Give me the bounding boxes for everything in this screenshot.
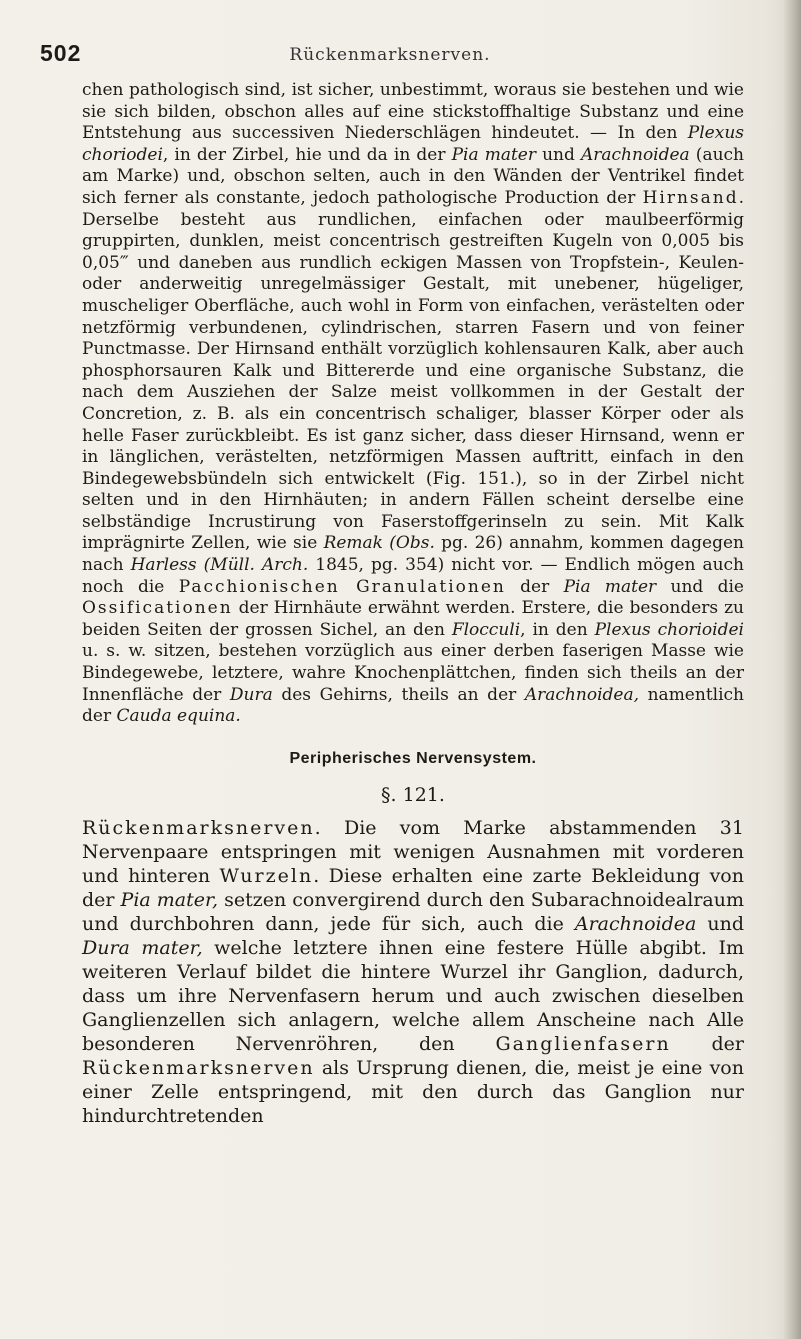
text-run: setzen convergirend durch den Subarachnoidealraum und durchbohren dann, jede für sich, auch die bbox=[82, 888, 744, 935]
section-title: Peripherisches Nervensystem. bbox=[289, 749, 537, 767]
text-run: (auch am Marke) und, obschon selten, auch in den Wänden der Ventrikel findet sich ferner als constante, jedoch pathologische Production der bbox=[82, 144, 744, 208]
text-run: . Derselbe besteht aus rundlichen, einfachen oder maulbeerförmig gruppirten, dunklen, meist concentrisch gestreiften Kugeln von 0,005 bis 0,05‴ und daneben aus rundlich eckigen Massen von Tropfstein-, Keulen- oder anderweitig unregelmässiger Gestalt, mit unebener, hügeliger, muscheliger Oberfläche, auch wohl in Form von einfachen, verästelten oder netzförmig verbundenen, cylindrischen, starren Fasern und von feiner Punctmasse. Der Hirnsand enthält vorzüglich kohlensauren Kalk, aber auch phosphorsauren Kalk und Bittererde und eine organische Substanz, die nach dem Ausziehen der Salze meist vollkommen in der Gestalt der Concretion, z. B. als ein concentrisch schaliger, blasser Körper oder als helle Faser zurückbleibt. Es ist ganz sicher, dass dieser Hirnsand, wenn er in länglichen, verästelten, netzförmigen Massen auftritt, einfach in den Bindegewebsbündeln sich entwickelt (Fig. 151.), so in der Zirbel nicht selten und in den Hirnhäuten; in andern Fällen scheint derselbe eine selbständige Incrustirung von Faserstoffgerinseln zu sein. Mit Kalk imprägnirte Zellen, wie sie bbox=[82, 187, 744, 554]
italic-run: Pia mater bbox=[451, 144, 536, 165]
page-edge-shadow bbox=[783, 0, 801, 1339]
body-text bbox=[82, 80, 744, 1128]
italic-run: Arachnoidea bbox=[580, 144, 690, 165]
spaced-run: Ossificationen bbox=[82, 598, 233, 619]
text-run: und bbox=[535, 144, 581, 165]
text-run: und bbox=[696, 912, 744, 935]
running-head: Rückenmarksnerven. bbox=[289, 45, 491, 65]
italic-run: Pia mater bbox=[563, 576, 657, 597]
text-run: der Hirnhäute erwähnt werden. Erstere, die besonders zu beiden Seiten der grossen Sichel, an den bbox=[82, 598, 744, 640]
italic-run: Cauda equina. bbox=[116, 706, 241, 727]
text-run: des Gehirns, theils an der bbox=[272, 684, 525, 705]
text-run: als Ursprung dienen, die, meist je eine von einer Zelle entspringend, mit den durch das Ganglion nur hindurchtretenden bbox=[82, 1056, 744, 1127]
italic-run: Arachnoidea bbox=[574, 912, 697, 935]
spaced-run: Wurzeln bbox=[219, 864, 314, 887]
section-number: §. 121. bbox=[381, 783, 445, 806]
page-number: 502 bbox=[40, 40, 82, 66]
page-header bbox=[40, 40, 740, 76]
italic-run: Plexus chorioidei bbox=[594, 619, 744, 640]
text-run: 1845, pg. 354) nicht vor. — Endlich mögen auch noch die bbox=[82, 555, 744, 597]
spaced-run: Hirnsand bbox=[642, 187, 739, 208]
italic-run: Flocculi bbox=[451, 619, 521, 640]
spaced-run: Rückenmarksnerven bbox=[82, 816, 315, 839]
text-run: , in der Zirbel, hie und da in der bbox=[162, 144, 452, 165]
spaced-run: Ganglienfasern bbox=[495, 1032, 671, 1055]
italic-run: Remak (Obs. bbox=[323, 533, 435, 554]
text-run: , in den bbox=[520, 619, 595, 640]
text-run: der bbox=[670, 1032, 745, 1055]
text-run: welche letztere ihnen eine festere Hülle abgibt. Im weiteren Verlauf bildet die hintere Wurzel ihr Ganglion, dadurch, dass um ihre Nervenfasern herum und auch zwischen dieselben Ganglienzellen sich anlagern, welche allem Anscheine nach Alle besonderen Nervenröhren, den bbox=[82, 936, 744, 1055]
paragraph-rueckenmarksnerven bbox=[82, 816, 744, 1128]
text-run: pg. 26) annahm, kommen dagegen nach bbox=[82, 533, 744, 576]
text-run: chen pathologisch sind, ist sicher, unbestimmt, woraus sie bestehen und wie sie sich bilden, obschon alles auf eine stickstoffhaltige Substanz und eine Entstehung aus successiven Niederschlägen hindeutet. — In den bbox=[82, 80, 744, 144]
italic-run: Dura bbox=[229, 684, 273, 705]
text-run: der bbox=[505, 576, 564, 597]
paragraph-hirnsand bbox=[82, 80, 744, 728]
italic-run: Dura mater, bbox=[82, 936, 203, 959]
text-run: . Diese erhalten eine zarte Bekleidung von der bbox=[82, 864, 744, 911]
italic-run: Arachnoidea, bbox=[524, 684, 639, 705]
text-run: . Die vom Marke abstammenden 31 Nervenpaare entspringen mit wenigen Ausnahmen mit vorderen und hinteren bbox=[82, 816, 744, 887]
spaced-run: Pacchionischen Granulationen bbox=[178, 576, 506, 597]
italic-run: Pia mater, bbox=[120, 888, 219, 911]
text-run: namentlich der bbox=[82, 684, 744, 727]
spaced-run: Rückenmarksnerven bbox=[82, 1056, 315, 1079]
italic-run: Harless (Müll. Arch. bbox=[130, 555, 309, 576]
text-run: und die bbox=[656, 576, 744, 597]
italic-run: Plexus choriodei bbox=[82, 123, 744, 165]
text-run: u. s. w. sitzen, bestehen vorzüglich aus einer derben faserigen Masse wie Bindegewebe, letztere, wahre Knochenplättchen, finden sich theils an der Innenfläche der bbox=[82, 641, 744, 705]
